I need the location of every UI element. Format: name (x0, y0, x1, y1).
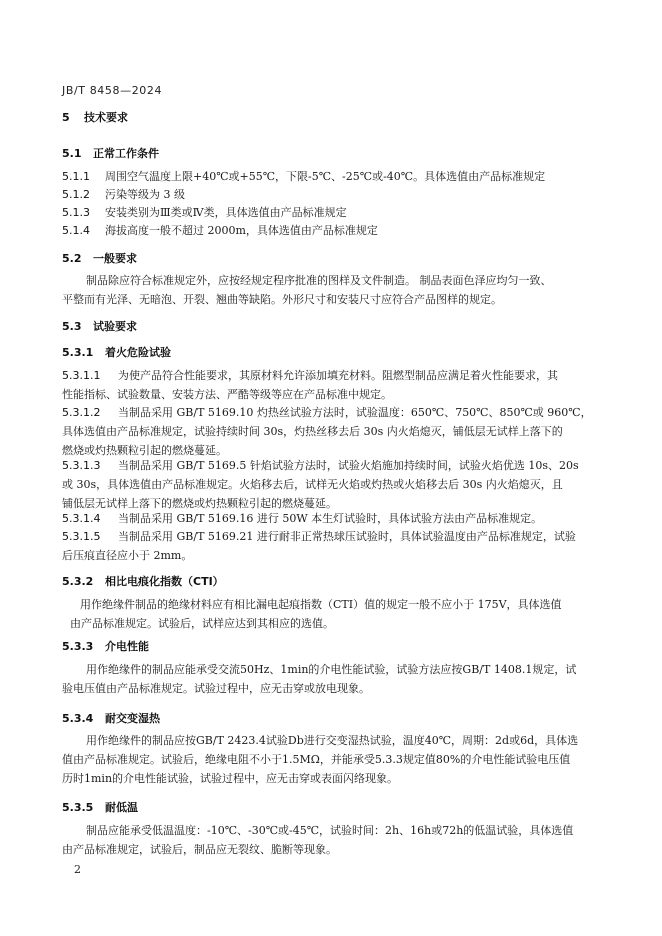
clause-line: 燃烧或灼热颗粒引起的燃烧蔓延。 (62, 444, 227, 457)
clause-5-1-2 (62, 186, 185, 202)
clause-line: 为使产品符合性能要求，其原材料允许添加填充材料。阻燃型制品应满足着火性能要求，其 (118, 369, 558, 382)
clause-number: 5.1.2 (62, 188, 90, 201)
paragraph-line: 用作绝缘件的制品应按GB/T 2423.4试验Db进行交变湿热试验，温度40℃，周期：2d或6d，具体选 (86, 734, 579, 747)
clause-line: 当制品采用 GB/T 5169.16 进行 50W 本生灯试验时，具体试验方法由产品标准规定。 (118, 512, 543, 525)
heading-title: 耐交变湿热 (105, 712, 160, 725)
clause-number: 5.3.1.1 (62, 369, 101, 382)
paragraph-line: 用作绝缘件制品的绝缘材料应有相比漏电起痕指数（CTI）值的规定一般不应小于 175V，具体选值 (80, 598, 562, 611)
clause-5-3-1-3 (62, 456, 592, 513)
heading-number: 5.1 (62, 147, 82, 160)
clause-line: 具体选值由产品标准规定，试验持续时间 30s，灼热丝移去后 30s 内火焰熄灭，铺低层无试样上落下的 (62, 425, 563, 438)
heading-number: 5.3.4 (62, 712, 94, 725)
clause-line: 当制品采用 GB/T 5169.21 进行耐非正常热球压试验时，具体试验温度由产品标准规定，试验 (118, 530, 576, 543)
clause-5-3-1-1 (62, 366, 592, 404)
heading-title: 一般要求 (93, 252, 137, 265)
clause-line: 当制品采用 GB/T 5169.10 灼热丝试验方法时，试验温度：650℃、750℃、850℃或 960℃， (118, 406, 592, 419)
heading-title: 技术要求 (84, 111, 128, 124)
heading-title: 试验要求 (93, 320, 137, 333)
clause-text: 周围空气温度上限+40℃或+55℃，下限-5℃、-25℃或-40℃。具体选值由产品标准规定 (105, 170, 546, 183)
clause-number: 5.3.1.5 (62, 530, 101, 543)
paragraph-line: 制品除应符合标准规定外，应按经规定程序批准的图样及文件制造。 制品表面色泽应均匀一致、 (86, 274, 552, 287)
clause-5-1-3 (62, 204, 347, 220)
clause-line: 当制品采用 GB/T 5169.5 针焰试验方法时，试验火焰施加持续时间，试验火焰优选 10s、20s (118, 459, 579, 472)
heading-5-2 (62, 250, 137, 266)
heading-5-3 (62, 318, 137, 334)
heading-number: 5.3.1 (62, 346, 94, 359)
heading-title: 耐低温 (105, 801, 138, 814)
heading-5-3-4 (62, 710, 160, 726)
paragraph-5-2 (62, 271, 592, 309)
heading-number: 5.3.2 (62, 575, 94, 588)
heading-number: 5.2 (62, 252, 82, 265)
heading-title: 相比电痕化指数（CTI） (105, 575, 224, 588)
clause-5-1-1 (62, 168, 545, 184)
clause-line: 性能指标、试验数量、安装方法、严酷等级等应在产品标准中规定。 (62, 388, 392, 401)
clause-number: 5.3.1.2 (62, 406, 101, 419)
heading-title: 着火危险试验 (105, 346, 171, 359)
clause-number: 5.1.3 (62, 206, 90, 219)
heading-title: 介电性能 (105, 640, 149, 653)
heading-title: 正常工作条件 (93, 147, 159, 160)
paragraph-5-3-4 (62, 731, 592, 788)
clause-number: 5.3.1.3 (62, 459, 101, 472)
heading-5 (62, 109, 128, 125)
heading-number: 5 (62, 111, 70, 124)
heading-5-1 (62, 145, 159, 161)
clause-5-3-1-5 (62, 527, 592, 565)
heading-number: 5.3.5 (62, 801, 94, 814)
page-number: 2 (74, 863, 81, 876)
paragraph-line: 值由产品标准规定。试验后，绝缘电阻不小于1.5MΩ，并能承受5.3.3规定值80%的介电性能试验电压值 (62, 753, 571, 766)
clause-number: 5.1.4 (62, 224, 90, 237)
paragraph-line: 验电压值由产品标准规定。试验过程中，应无击穿或放电现象。 (62, 682, 370, 695)
paragraph-5-3-2 (62, 595, 592, 633)
paragraph-line: 制品应能承受低温温度：-10℃、-30℃或-45℃，试验时间：2h、16h或72h的低温试验，具体选值 (86, 824, 574, 837)
clause-line: 或 30s，具体选值由产品标准规定。火焰移去后，试样无火焰或灼热或火焰移去后 30s 内火焰熄灭，且 (62, 478, 563, 491)
clause-5-3-1-2 (62, 403, 592, 460)
clause-5-3-1-4 (62, 509, 592, 528)
standard-number: JB/T 8458—2024 (62, 84, 163, 97)
heading-5-3-5 (62, 799, 138, 815)
paragraph-line: 平整而有光泽、无暗泡、开裂、翘曲等缺陷。外形尺寸和安装尺寸应符合产品图样的规定。 (62, 293, 502, 306)
heading-5-3-3 (62, 638, 149, 654)
paragraph-line: 由产品标准规定。试验后，试样应达到其相应的选值。 (70, 617, 334, 630)
clause-text: 污染等级为 3 级 (105, 188, 185, 201)
heading-5-3-2 (62, 573, 224, 589)
clause-text: 海拔高度一般不超过 2000m，具体选值由产品标准规定 (105, 224, 378, 237)
paragraph-line: 用作绝缘件的制品应能承受交流50Hz、1min的介电性能试验，试验方法应按GB/T 1408.1规定，试 (86, 663, 577, 676)
paragraph-line: 历时1min的介电性能试验，试验过程中，应无击穿或表面闪络现象。 (62, 772, 399, 785)
clause-text: 安装类别为Ⅲ类或Ⅳ类，具体选值由产品标准规定 (105, 206, 347, 219)
clause-5-1-4 (62, 222, 378, 238)
paragraph-line: 由产品标准规定，试验后，制品应无裂纹、脆断等现象。 (62, 843, 337, 856)
paragraph-5-3-5 (62, 821, 592, 859)
clause-number: 5.3.1.4 (62, 512, 101, 525)
paragraph-5-3-3 (62, 660, 592, 698)
clause-number: 5.1.1 (62, 170, 90, 183)
heading-number: 5.3 (62, 320, 82, 333)
clause-line: 铺低层无试样上落下的燃烧或灼热颗粒引起的燃烧蔓延。 (62, 497, 337, 510)
clause-line: 后压痕直径应小于 2mm。 (62, 549, 193, 562)
heading-number: 5.3.3 (62, 640, 94, 653)
footer-band (150, 904, 510, 918)
heading-5-3-1 (62, 344, 171, 360)
